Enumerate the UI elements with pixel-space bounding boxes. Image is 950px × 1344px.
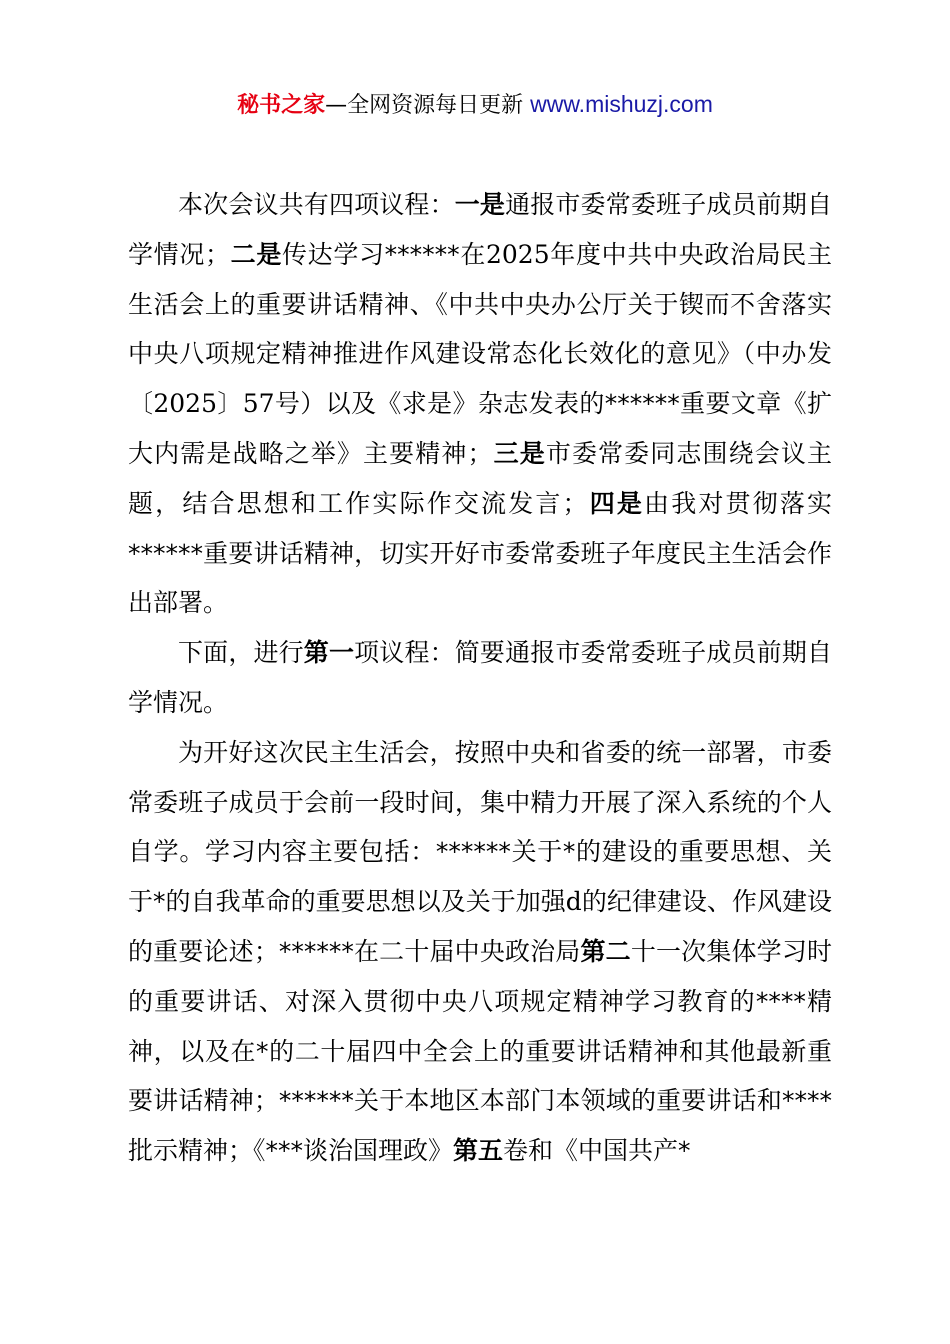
text-segment: 市委常委同志围绕会议主题，结合思想和工作实际作交流发言； bbox=[128, 438, 832, 518]
brand-name: 秘书之家 bbox=[237, 93, 326, 118]
bold-keyword: 一是 bbox=[454, 190, 506, 219]
text-segment: 卷和《中国共产* bbox=[503, 1136, 691, 1166]
text-segment: 本次会议共有四项议程： bbox=[178, 190, 455, 219]
bold-keyword: 第二 bbox=[580, 936, 631, 966]
text-segment: 传达学习******在2025年度中共中央政治局民主生活会上的重要讲话精神、《中共中央办公厅关于锲而不舍落实中央八项规定精神推进作风建设常态化长效化的意见》（中办发〔2025〕57号）以及《求是》杂志发表的******重要文章《扩大内需是战略之举》主要精神； bbox=[128, 239, 832, 468]
bold-keyword: 第五 bbox=[453, 1136, 504, 1166]
bold-keyword: 第一 bbox=[303, 638, 355, 668]
paragraph bbox=[128, 180, 832, 628]
site-header bbox=[0, 86, 950, 124]
site-url-link[interactable]: www.mishuzj.com bbox=[530, 91, 713, 117]
text-segment: 项议程：简要通报市委常委班子成员前期自学情况。 bbox=[128, 638, 832, 717]
text-segment: 下面，进行 bbox=[178, 638, 304, 668]
text-segment: 由我对贯彻落实******重要讲话精神，切实开好市委常委班子年度民主生活会作出部署。 bbox=[128, 488, 832, 618]
document-body bbox=[128, 180, 832, 1176]
text-segment: 为开好这次民主生活会，按照中央和省委的统一部署，市委常委班子成员于会前一段时间，集中精力开展了深入系统的个人自学。学习内容主要包括：******关于*的建设的重要思想、关于*的自我革命的重要思想以及关于加强d的纪律建设、作风建设的重要论述；******在二十届中央政治局 bbox=[128, 737, 832, 966]
bold-keyword: 四是 bbox=[587, 488, 645, 518]
paragraph bbox=[128, 728, 832, 1176]
bold-keyword: 三是 bbox=[492, 438, 546, 468]
bold-keyword: 二是 bbox=[230, 239, 282, 269]
text-segment: 通报市委常委班子成员前期自学情况； bbox=[128, 190, 832, 269]
text-segment: 十一次集体学习时的重要讲话、对深入贯彻中央八项规定精神学习教育的****精神，以及在*的二十届四中全会上的重要讲话精神和其他最新重要讲话精神；******关于本地区本部门本领域的重要讲话和****批示精神；《***谈治国理政》 bbox=[128, 936, 832, 1166]
header-tagline: —全网资源每日更新 bbox=[325, 93, 524, 118]
paragraph bbox=[128, 628, 832, 728]
